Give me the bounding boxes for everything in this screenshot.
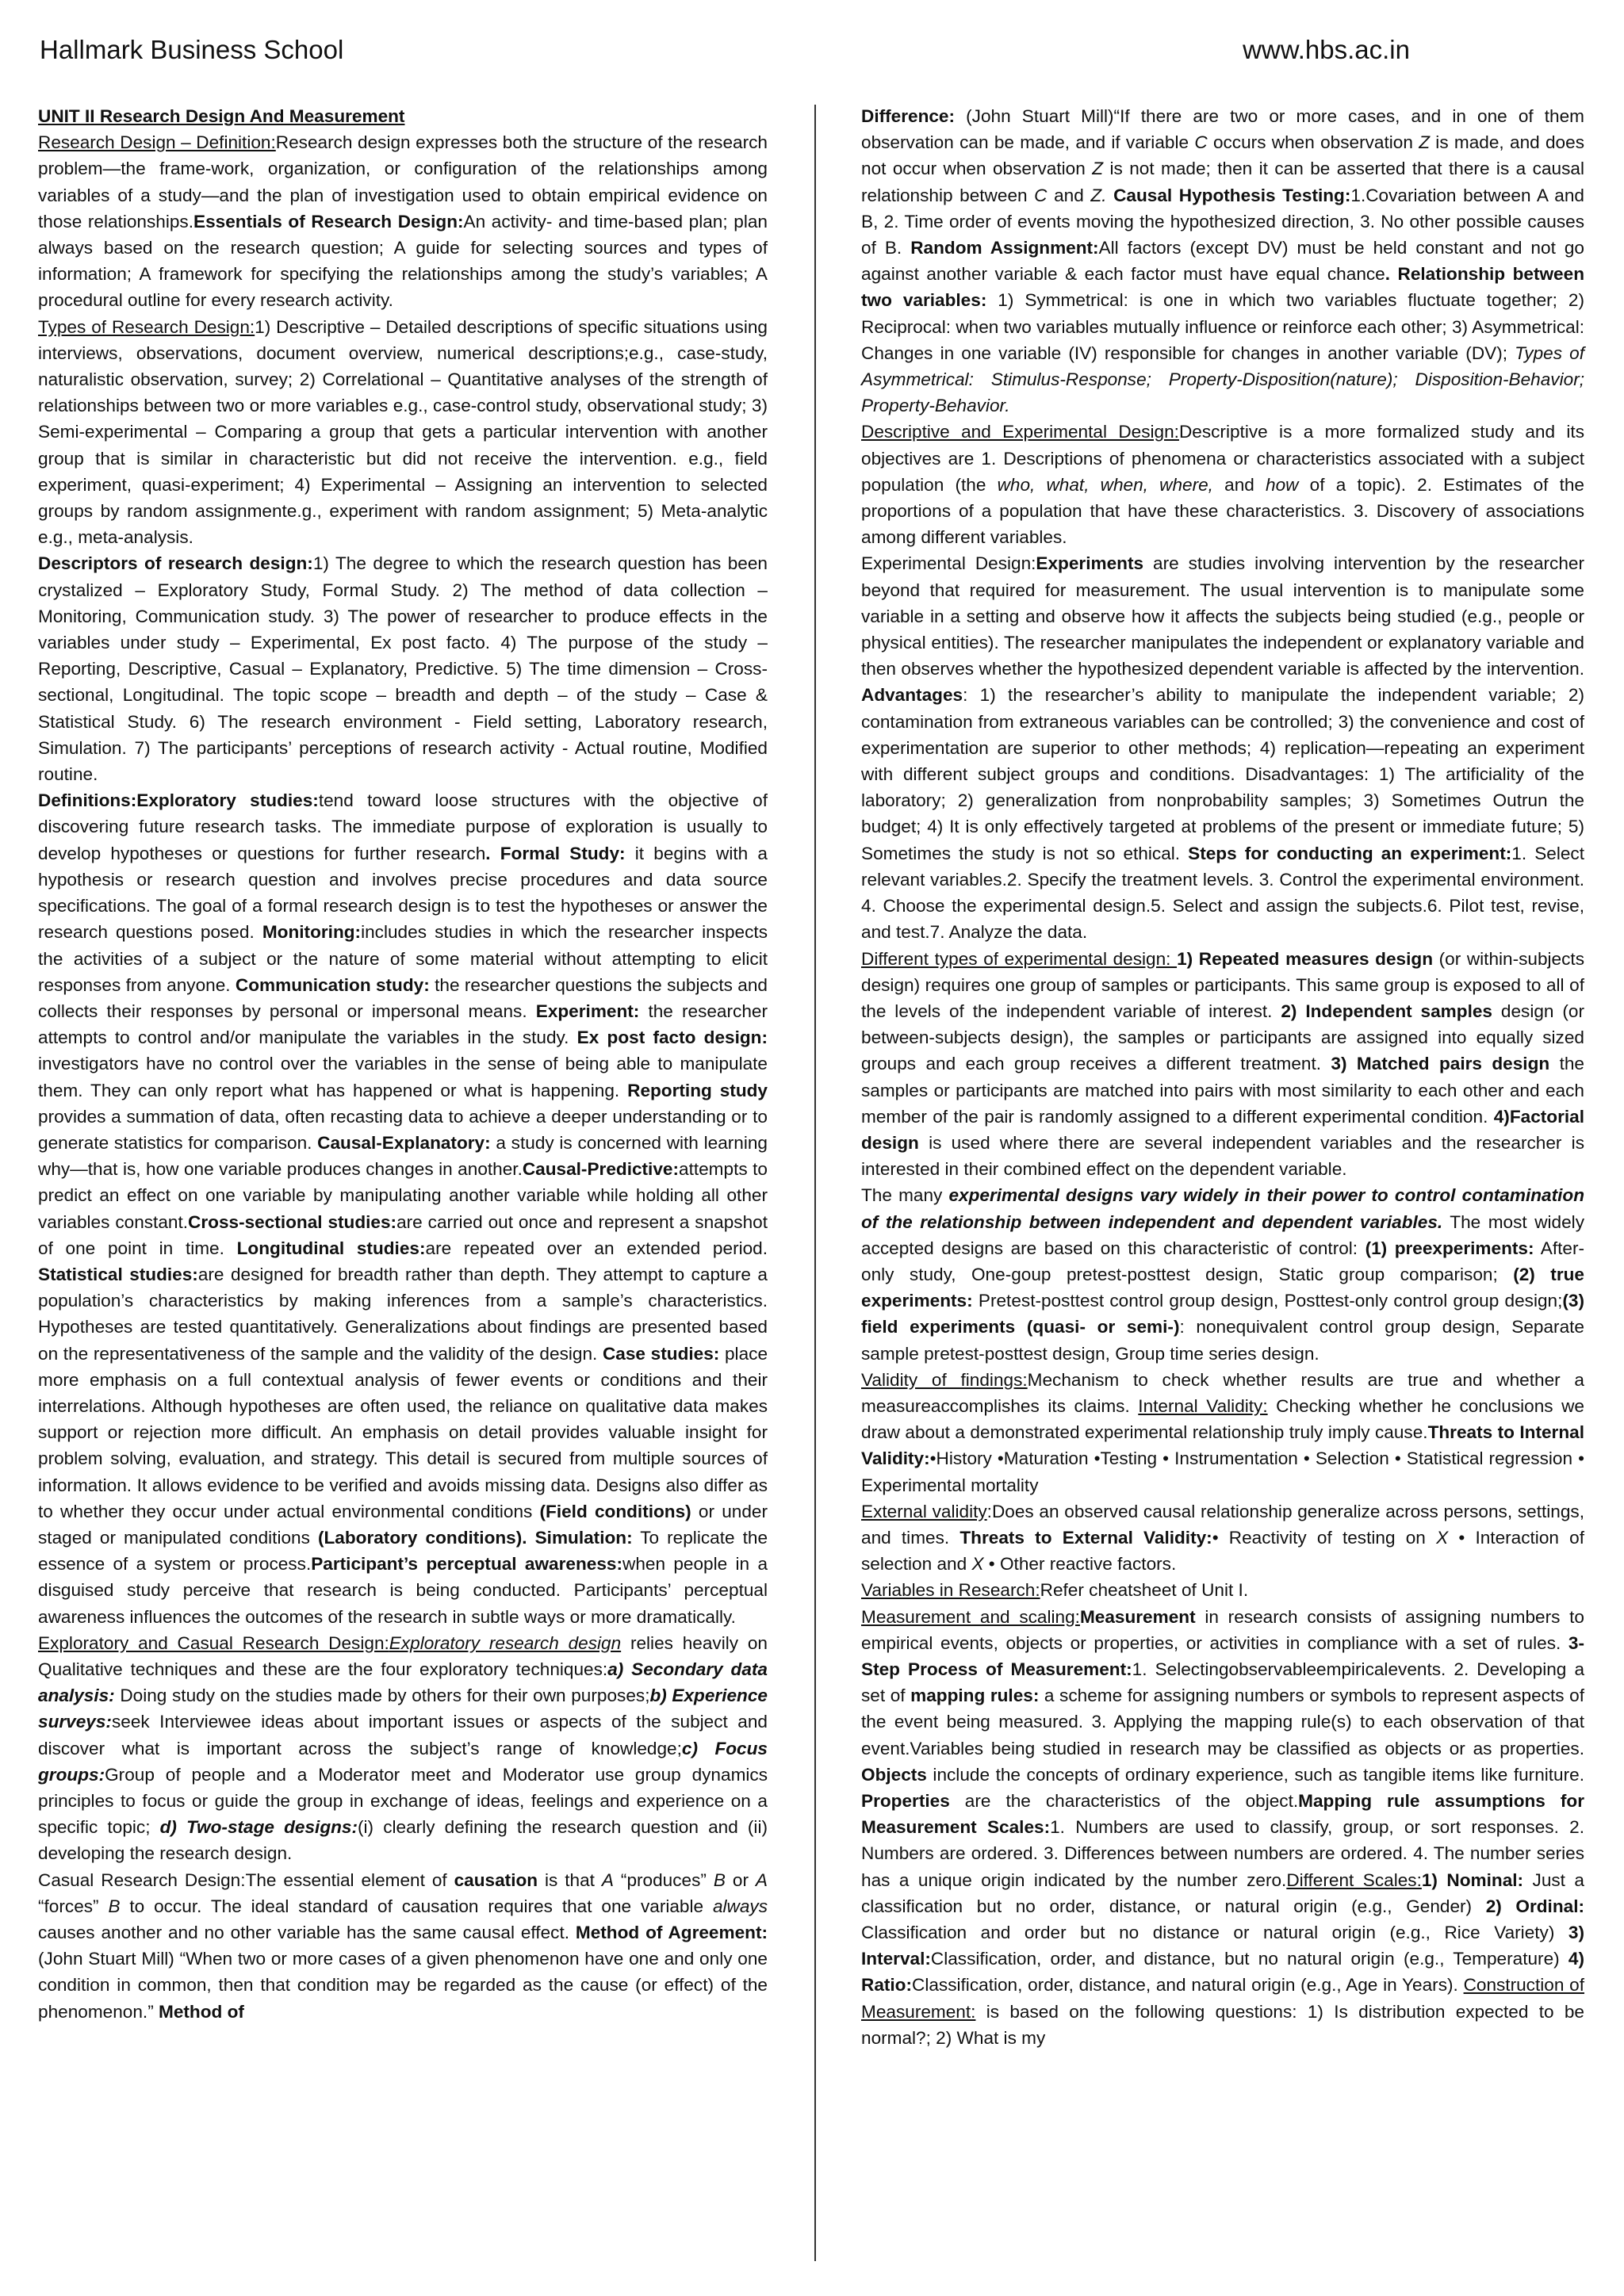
left-column-paragraph: Casual Research Design:The essential element of causation is that A “produces” B or A “forces” B to occur. The ideal standard of causation requires that one variable always causes another and no other variable has the same causal effect. Method of Agreement: (John Stuart Mill) “When two or more cases of a given phenomenon have one and only one condition in common, then that condition may be regarded as the cause (or effect) of the phenomenon.” Method of	[38, 1869, 768, 2022]
right-column	[861, 103, 1584, 2051]
right-column-paragraph: Validity of findings:Mechanism to check whether results are true and whether a measureaccomplishes its claims. Internal Validity: Checking whether he conclusions we draw about a demonstrated experimental relationship truly imply cause.Threats to Internal Validity:•History •Maturation •Testing • Instrumentation • Selection • Statistical regression • Experimental mortality	[861, 1369, 1584, 1495]
website-url: www.hbs.ac.in	[1243, 35, 1410, 64]
left-column-paragraph: Types of Research Design:1) Descriptive – Detailed descriptions of specific situations using interviews, observations, document overview, numerical descriptions;e.g., case-study, naturalistic observation, survey; 2) Correlational – Quantitative analyses of the strength of relationships between two or more variables e.g., case-control study, observational study; 3) Semi-experimental – Comparing a group that gets a particular intervention with another group that is similar in characteristic but did not receive the intervention. e.g., field experiment, quasi-experiment; 4) Experimental – Assigning an intervention to selected groups by random assignmente.g., experiment with random assignment; 5) Meta-analytic e.g., meta-analysis.	[38, 316, 768, 548]
right-column-paragraph: Descriptive and Experimental Design:Descriptive is a more formalized study and its objectives are 1. Descriptions of phenomena or characteristics associated with a subject population (the who, what, when, where, and how of a topic). 2. Estimates of the proportions of a population that have these characteristics. 3. Discovery of associations among different variables.	[861, 422, 1584, 548]
left-column-paragraph: Definitions:Exploratory studies:tend toward loose structures with the objective of discovering future research tasks. The immediate purpose of exploration is usually to develop hypotheses or questions for further research. Formal Study: it begins with a hypothesis or research question and involves precise procedures and data source specifications. The goal of a formal research design is to test the hypotheses or answer the research questions posed. Monitoring:includes studies in which the researcher inspects the activities of a subject or the nature of some material without attempting to elicit responses from anyone. Communication study: the researcher questions the subjects and collects their responses by personal or impersonal means. Experiment: the researcher attempts to control and/or manipulate the variables in the study. Ex post facto design: investigators have no control over the variables in the sense of being able to manipulate them. They can only report what has happened or what is happening. Reporting study provides a summation of data, often recasting data to achieve a deeper understanding or to generate statistics for comparison. Causal-Explanatory: a study is concerned with learning why—that is, how one variable produces changes in another.Causal-Predictive:attempts to predict an effect on one variable by manipulating another variable while holding all other variables constant.Cross-sectional studies:are carried out once and represent a snapshot of one point in time. Longitudinal studies:are repeated over an extended period. Statistical studies:are designed for breadth rather than depth. They attempt to capture a population’s characteristics by making inferences from a sample’s characteristics. Hypotheses are tested quantitatively. Generalizations about findings are presented based on the representativeness of the sample and the validity of the design. Case studies: place more emphasis on a full contextual analysis of fewer events or conditions and their interrelations. Although hypotheses are often used, the reliance on qualitative data makes support or rejection more difficult. An emphasis on detail provides valuable insight for problem solving, evaluation, and strategy. This detail is secured from multiple sources of information. It allows evidence to be verified and avoids missing data. Designs also differ as to whether they occur under actual environmental conditions (Field conditions) or under staged or manipulated conditions (Laboratory conditions). Simulation: To replicate the essence of a system or process.Participant’s perceptual awareness:when people in a disguised study perceive that research is being conducted. Participants’ perceptual awareness influences the outcomes of the research in subtle ways or more dramatically.	[38, 790, 768, 1627]
right-column-paragraph: Difference: (John Stuart Mill)“If there are two or more cases, and in one of them observation can be made, and if variable C occurs when observation Z is made, and does not occur when observation Z is not made; then it can be asserted that there is a causal relationship between C and Z. Causal Hypothesis Testing:1.Covariation between A and B, 2. Time order of events moving the hypothesized direction, 3. No other possible causes of B. Random Assignment:All factors (except DV) must be held constant and not go against another variable & each factor must have equal chance. Relationship between two variables: 1) Symmetrical: is one in which two variables fluctuate together; 2) Reciprocal: when two variables mutually influence or reinforce each other; 3) Asymmetrical: Changes in one variable (IV) responsible for changes in another variable (DV); Types of Asymmetrical: Stimulus-Response; Property-Disposition(nature); Disposition-Behavior; Property-Behavior.	[861, 106, 1584, 416]
right-column-paragraph: Measurement and scaling:Measurement in research consists of assigning numbers to empirical events, objects or properties, or activities in compliance with a set of rules. 3-Step Process of Measurement:1. Selectingobservableempiricalevents. 2. Developing a set of mapping rules: a scheme for assigning numbers or symbols to represent aspects of the event being measured. 3. Applying the mapping rule(s) to each observation of that event.Variables being studied in research may be classified as objects or as properties. Objects include the concepts of ordinary experience, such as tangible items like furniture. Properties are the characteristics of the object.Mapping rule assumptions for Measurement Scales:1. Numbers are used to classify, group, or sort responses. 2. Numbers are ordered. 3. Differences between numbers are ordered. 4. The number series has a unique origin indicated by the number zero.Different Scales:1) Nominal: Just a classification but no order, distance, or natural origin (e.g., Gender) 2) Ordinal: Classification and order but no distance or natural origin (e.g., Rice Variety) 3) Interval:Classification, order, and distance, but no natural origin (e.g., Temperature) 4) Ratio:Classification, order, distance, and natural origin (e.g., Age in Years). Construction of Measurement: is based on the following questions: 1) Is distribution expected to be normal?; 2) What is my	[861, 1606, 1585, 2048]
school-name: Hallmark Business School	[40, 35, 344, 64]
left-column	[38, 103, 768, 2025]
right-column-paragraph: Experimental Design:Experiments are studies involving intervention by the researcher beyond that required for measurement. The usual intervention is to manipulate some variable in a setting and observe how it affects the subjects being studied (e.g., people or physical entities). The researcher manipulates the independent or explanatory variable and then observes whether the hypothesized dependent variable is affected by the intervention. Advantages: 1) the researcher’s ability to manipulate the independent variable; 2) contamination from extraneous variables can be controlled; 3) the convenience and cost of experimentation are superior to other methods; 4) replication—repeating an experiment with different subject groups and conditions. Disadvantages: 1) The artificiality of the laboratory; 2) generalization from nonprobability samples; 3) Sometimes Outrun the budget; 4) It is only effectively targeted at problems of the present or immediate future; 5) Sometimes the study is not so ethical. Steps for conducting an experiment:1. Select relevant variables.2. Specify the treatment levels. 3. Control the experimental environment. 4. Choose the experimental design.5. Select and assign the subjects.6. Pilot test, revise, and test.7. Analyze the data.	[861, 553, 1584, 943]
right-column-paragraph: Variables in Research:Refer cheatsheet of Unit I.	[861, 1580, 1249, 1601]
page-header	[40, 30, 1584, 70]
right-column-paragraph: Different types of experimental design: 1) Repeated measures design (or within-subjects design) requires one group of samples or participants. This same group is exposed to all of the levels of the independent variable of interest. 2) Independent samples design (or between-subjects design), the samples or participants are assigned into equally sized groups and each group receives a different treatment. 3) Matched pairs design the samples or participants are matched into pairs with most similarity to each other and each member of the pair is randomly assigned to a different experimental condition. 4)Factorial design is used where there are several independent variables and the researcher is interested in their combined effect on the dependent variable.	[861, 948, 1584, 1180]
column-divider	[814, 105, 816, 2261]
left-column-paragraph: Descriptors of research design:1) The degree to which the research question has been crystalized – Exploratory Study, Formal Study. 2) The method of data collection – Monitoring, Communication study. 3) The power of researcher to produce effects in the variables under study – Experimental, Ex post facto. 4) The purpose of the study – Reporting, Descriptive, Casual – Explanatory, Predictive. 5) The time dimension – Cross-sectional, Longitudinal. The topic scope – breadth and depth – of the study – Case & Statistical Study. 6) The research environment - Field setting, Laboratory research, Simulation. 7) The participants’ perceptions of research activity - Actual routine, Modified routine.	[38, 553, 768, 785]
right-column-paragraph: External validity:Does an observed causal relationship generalize across persons, settings, and times. Threats to External Validity:• Reactivity of testing on X • Interaction of selection and X • Other reactive factors.	[861, 1501, 1584, 1575]
left-column-paragraph: Exploratory and Casual Research Design:Exploratory research design relies heavily on Qualitative techniques and these are the four exploratory techniques:a) Secondary data analysis: Doing study on the studies made by others for their own purposes;b) Experience surveys:seek Interviewee ideas about important issues or aspects of the subject and discover what is important across the subject’s range of knowledge;c) Focus groups:Group of people and a Moderator meet and Moderator use group dynamics principles to focus or guide the group in exchange of ideas, feelings and experience on a specific topic; d) Two-stage designs:(i) clearly defining the research question and (ii) developing the research design.	[38, 1632, 768, 1864]
right-column-paragraph: The many experimental designs vary widely in their power to control contamination of the relationship between independent and dependent variables. The most widely accepted designs are based on this characteristic of control: (1) preexperiments: After-only study, One-goup pretest-posttest design, Static group comparison; (2) true experiments: Pretest-posttest control group design, Posttest-only control group design;(3) field experiments (quasi- or semi-): nonequivalent control group design, Separate sample pretest-posttest design, Group time series design.	[861, 1185, 1585, 1364]
left-column-paragraph: UNIT II Research Design And Measurement Research Design – Definition:Research design expresses both the structure of the research problem—the frame-work, organization, or configuration of the relationships among variables of a study—and the plan of investigation used to obtain empirical evidence on those relationships.Essentials of Research Design:An activity- and time-based plan; plan always based on the research question; A guide for selecting sources and types of information; A framework for specifying the relationships among the study’s variables; A procedural outline for every research activity.	[38, 106, 768, 311]
